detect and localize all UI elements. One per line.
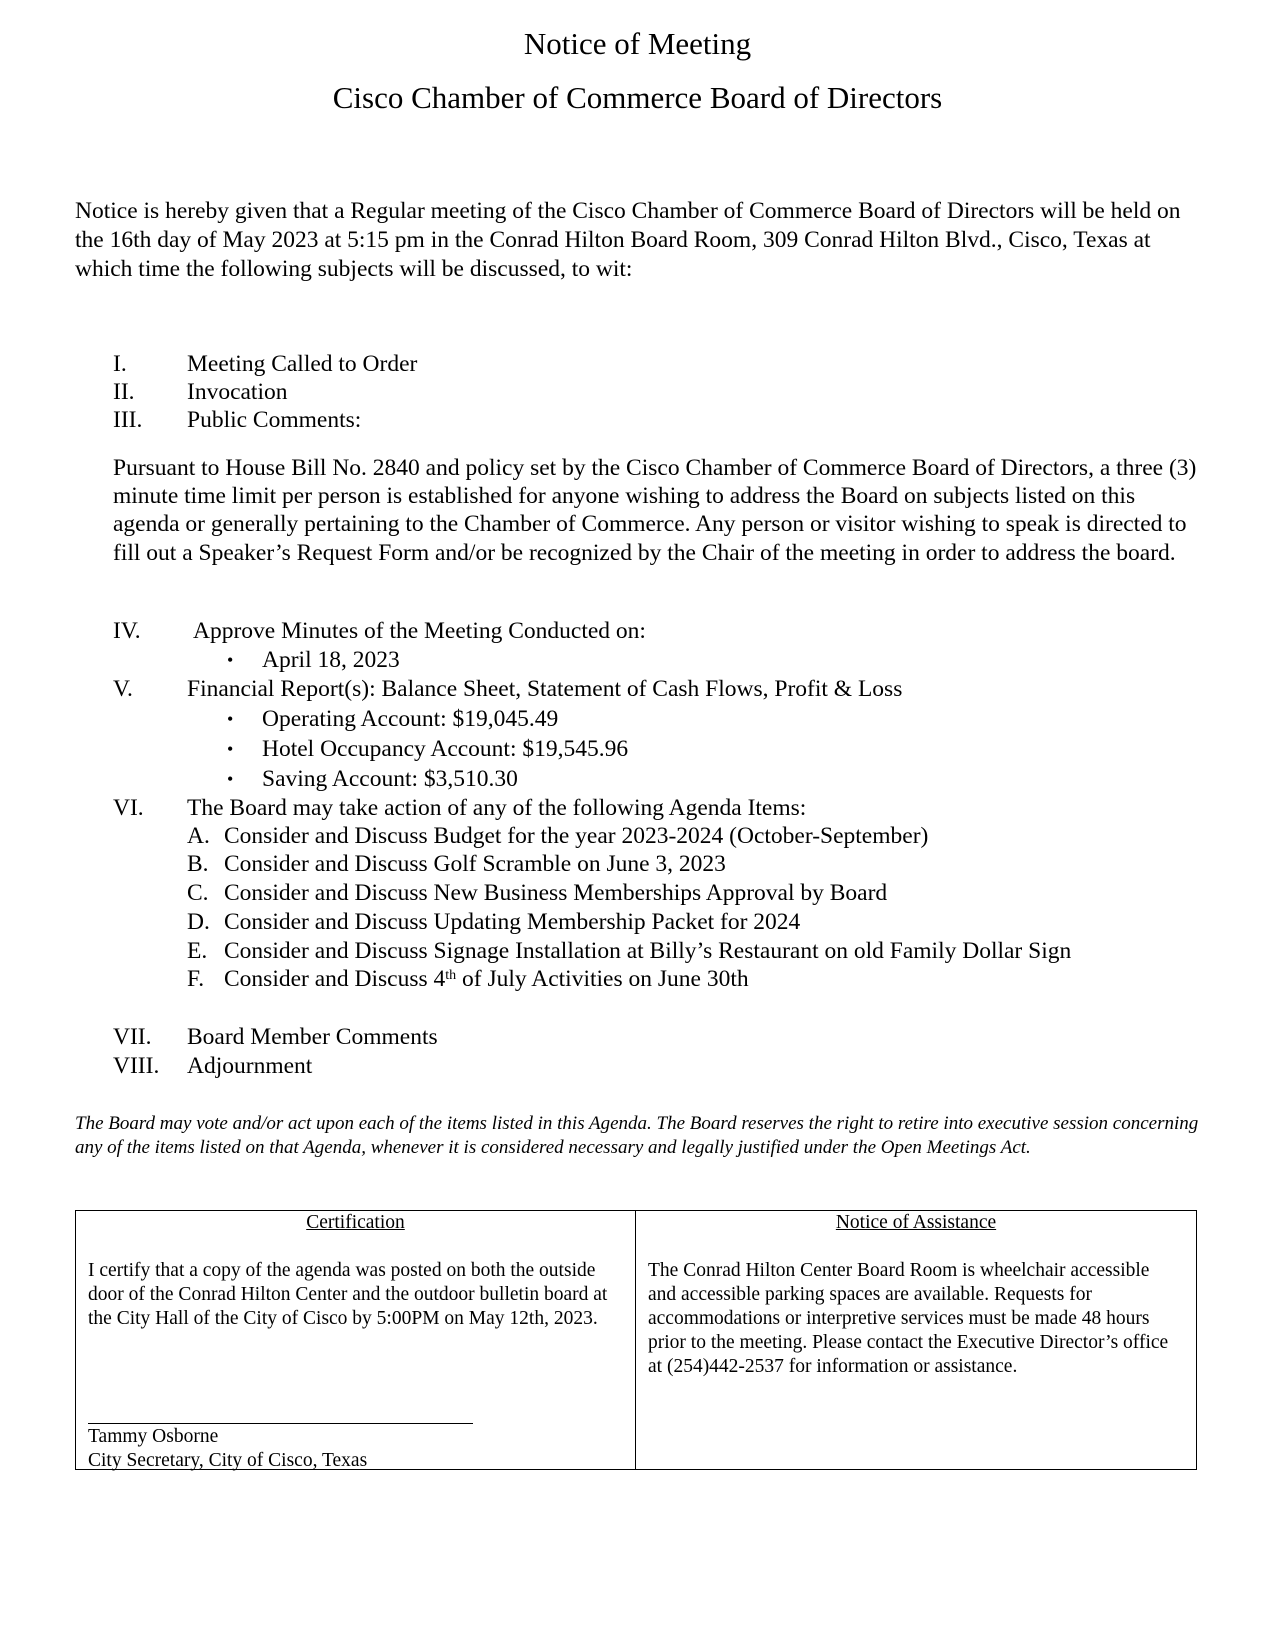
item-letter: D. [187,909,210,935]
intro-paragraph: Notice is hereby given that a Regular meeting of the Cisco Chamber of Commerce Board of Directors will be held on the 16th day of May 2023 at 5:15 pm in the Conrad Hilton Board Room, 309 Conrad Hilton Blvd., Cisco, Texas at which time the following subjects will be discussed, to wit: [75,198,1181,282]
agenda-text: Financial Report(s): Balance Sheet, Statement of Cash Flows, Profit & Loss [187,676,903,702]
certification-heading: Certification [306,1212,405,1233]
item-text: Consider and Discuss Budget for the year 2023-2024 (October-September) [224,823,929,849]
bullet-text: Saving Account: $3,510.30 [262,766,518,792]
item-letter: F. [187,966,205,992]
certification-cell [76,1211,636,1469]
bullet-text: Hotel Occupancy Account: $19,545.96 [262,736,629,762]
agenda-text: Meeting Called to Order [187,351,418,377]
item-text: Consider and Discuss 4th of July Activities on June 30th [224,966,749,992]
item-letter: E. [187,938,208,964]
agenda-number: IV. [113,618,141,644]
disclaimer-paragraph: The Board may vote and/or act upon each of the items listed in this Agenda. The Board reserves the right to retire into executive session concerning any of the items listed on that Agenda, whenever it is considered necessary and legally justified under the Open Meetings Act. [75,1113,1199,1158]
assistance-body: The Conrad Hilton Center Board Room is wheelchair accessible and accessible parking spaces are available. Requests for accommodations or interpretive services must be made 48 hours prior to the meeting. Please contact the Executive Director’s office at (254)442-2537 for information or assistance. [648,1260,1169,1377]
assistance-cell [636,1211,1196,1469]
agenda-text: Public Comments: [187,407,362,433]
item-text: Consider and Discuss Updating Membership Packet for 2024 [224,909,801,935]
agenda-number: VI. [113,795,144,821]
bullet-icon: • [227,650,234,670]
agenda-text: The Board may take action of any of the following Agenda Items: [187,795,807,821]
agenda-number: III. [113,407,143,433]
item-text: Consider and Discuss New Business Memberships Approval by Board [224,880,888,906]
bullet-icon: • [227,739,234,759]
certification-body: I certify that a copy of the agenda was posted on both the outside door of the Conrad Hilton Center and the outdoor bulletin board at the City Hall of the City of Cisco by 5:00PM on May 12th, 2023. [88,1260,608,1329]
agenda-text: Adjournment [187,1053,313,1079]
agenda-number: II. [113,379,135,405]
agenda-text: Board Member Comments [187,1024,438,1050]
item-letter: B. [187,851,209,877]
bullet-text: April 18, 2023 [262,647,400,673]
bullet-icon: • [227,709,234,729]
item-letter: C. [187,880,209,906]
bullet-text: Operating Account: $19,045.49 [262,706,559,732]
agenda-number: I. [113,351,127,377]
agenda-number: V. [113,676,133,702]
assistance-heading: Notice of Assistance [835,1212,997,1233]
item-letter: A. [187,823,210,849]
signer-name: Tammy Osborne [88,1426,219,1447]
agenda-number: VIII. [113,1053,160,1079]
certification-table [75,1210,1197,1470]
item-text: Consider and Discuss Signage Installation at Billy’s Restaurant on old Family Dollar Sign [224,938,1072,964]
signature-line [88,1423,473,1424]
agenda-number: VII. [113,1024,152,1050]
page-title: Notice of Meeting [523,26,752,61]
bullet-icon: • [227,769,234,789]
agenda-text: Invocation [187,379,288,405]
page-subtitle: Cisco Chamber of Commerce Board of Directors [332,80,943,115]
item-text: Consider and Discuss Golf Scramble on June 3, 2023 [224,851,726,877]
signer-title: City Secretary, City of Cisco, Texas [88,1450,368,1471]
agenda-text: Approve Minutes of the Meeting Conducted on: [193,618,646,644]
public-comments-paragraph: Pursuant to House Bill No. 2840 and policy set by the Cisco Chamber of Commerce Board of Directors, a three (3) minute time limit per person is established for anyone wishing to address the Board on subjects listed on this agenda or generally pertaining to the Chamber of Commerce. Any person or visitor wishing to speak is directed to fill out a Speaker’s Request Form and/or be recognized by the Chair of the meeting in order to address the board. [113,455,1197,566]
